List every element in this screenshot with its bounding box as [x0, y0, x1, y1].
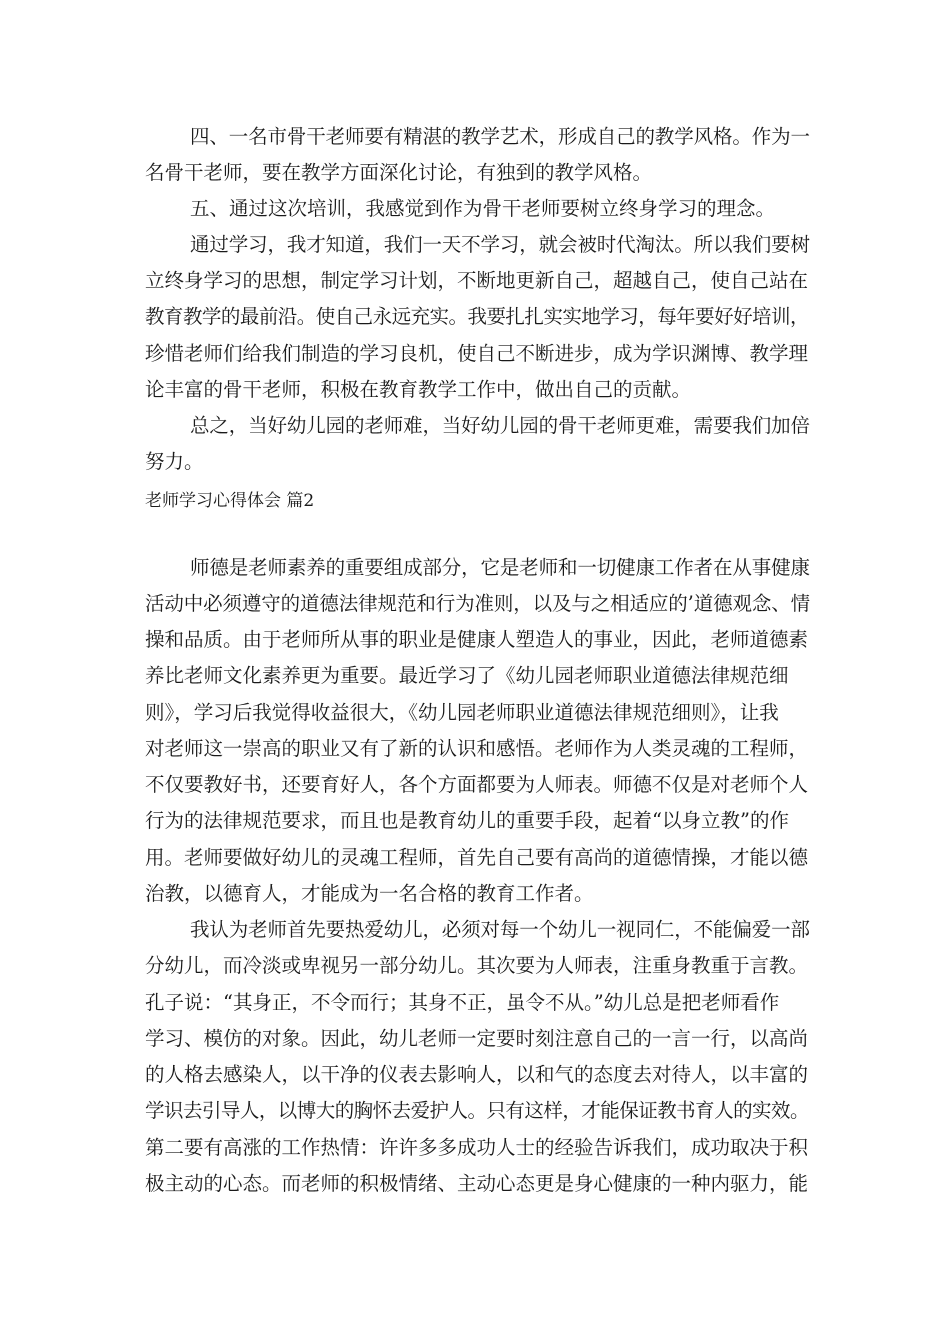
paragraph-line: 则》，学习后我觉得收益很大，《幼儿园老师职业道德法律规范细则》，让我: [145, 701, 779, 724]
paragraph-line: 分幼儿，而冷淡或卑视另一部分幼儿。其次要为人师表，注重身教重于言教。: [145, 954, 809, 977]
paragraph-line: 我认为老师首先要热爱幼儿，必须对每一个幼儿一视同仁，不能偏爱一部: [190, 918, 810, 941]
paragraph-line: 努力。: [145, 450, 204, 473]
paragraph-line: 治教，以德育人，才能成为一名合格的教育工作者。: [145, 882, 594, 905]
paragraph-line: 用。老师要做好幼儿的灵魂工程师，首先自己要有高尚的道德情操，才能以德: [145, 846, 809, 869]
paragraph-line: 立终身学习的思想，制定学习计划，不断地更新自己，超越自己，使自己站在: [145, 269, 809, 292]
paragraph-line: 对老师这一崇高的职业又有了新的认识和感悟。老师作为人类灵魂的工程师，: [145, 737, 809, 760]
paragraph-line: 孔子说：“其身正，不令而行；其身不正，虽令不从。”幼儿总是把老师看作: [145, 991, 780, 1014]
paragraph-line: 教育教学的最前沿。使自己永远充实。我要扎扎实实地学习，每年要好好培训，: [145, 305, 809, 328]
paragraph-line: 养比老师文化素养更为重要。最近学习了《幼儿园老师职业道德法律规范细: [145, 664, 789, 687]
paragraph-line: 论丰富的骨干老师，积极在教育教学工作中，做出自己的贡献。: [145, 378, 692, 401]
paragraph-line: 通过学习，我才知道，我们一天不学习，就会被时代淘汰。所以我们要树: [190, 233, 810, 256]
paragraph-line: 四、一名市骨干老师要有精湛的教学艺术，形成自己的教学风格。作为一: [190, 125, 810, 148]
paragraph-line: 第二要有高涨的工作热情：许许多多成功人士的经验告诉我们，成功取决于积: [145, 1136, 809, 1159]
paragraph-line: 学习、模仿的对象。因此，幼儿老师一定要时刻注意自己的一言一行，以高尚: [145, 1027, 809, 1050]
paragraph-line: 总之，当好幼儿园的老师难，当好幼儿园的骨干老师更难，需要我们加倍: [190, 414, 810, 437]
paragraph-line: 行为的法律规范要求，而且也是教育幼儿的重要手段，起着“以身立教”的作: [145, 809, 789, 832]
paragraph-line: 珍惜老师们给我们制造的学习良机，使自己不断进步，成为学识渊博、教学理: [145, 342, 809, 365]
section-title: 老师学习心得体会 篇2: [145, 491, 315, 511]
paragraph-line: 不仅要教好书，还要育好人，各个方面都要为人师表。师德不仅是对老师个人: [145, 773, 809, 796]
paragraph-line: 名骨干老师，要在教学方面深化讨论，有独到的教学风格。: [145, 161, 653, 184]
paragraph-line: 五、通过这次培训，我感觉到作为骨干老师要树立终身学习的理念。: [190, 197, 776, 220]
paragraph-line: 活动中必须遵守的道德法律规范和行为准则，以及与之相适应的’道德观念、情: [145, 592, 810, 615]
paragraph-line: 师德是老师素养的重要组成部分，它是老师和一切健康工作者在从事健康: [190, 556, 810, 579]
paragraph-line: 的人格去感染人，以干净的仪表去影响人，以和气的态度去对待人，以丰富的: [145, 1063, 809, 1086]
paragraph-line: 极主动的心态。而老师的积极情绪、主动心态更是身心健康的一种内驱力，能: [145, 1172, 809, 1195]
paragraph-line: 学识去引导人，以博大的胸怀去爱护人。只有这样，才能保证教书育人的实效。: [145, 1099, 809, 1122]
paragraph-line: 操和品质。由于老师所从事的职业是健康人塑造人的事业，因此，老师道德素: [145, 628, 809, 651]
